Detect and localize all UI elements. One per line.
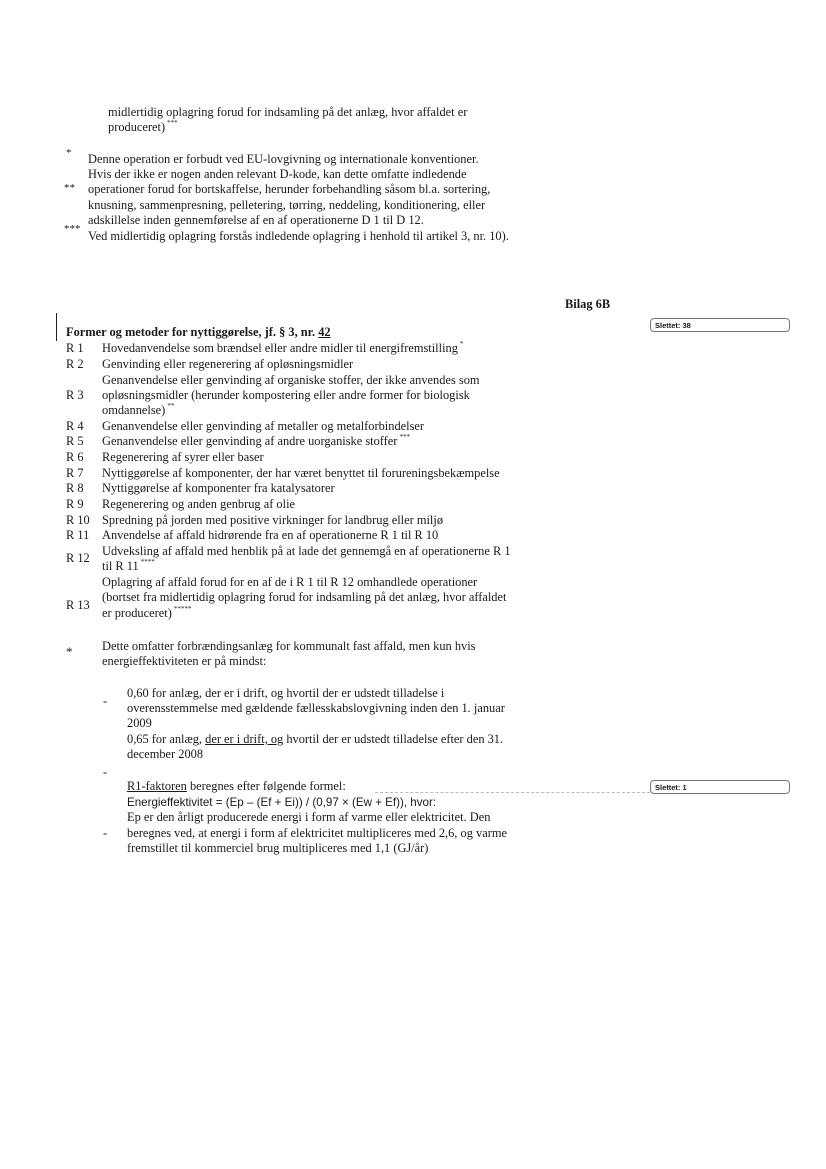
operation-description [102,450,264,466]
continuation-line-2 [108,120,178,136]
heading-ref: 42 [318,325,331,339]
operation-text: Spredning på jorden med positive virkninger for landbrug eller miljø [102,513,444,527]
annex-label: Bilag 6B [565,297,611,311]
operation-text: er produceret) [102,606,172,620]
item1-line: 2009 [127,716,152,730]
operation-description [102,357,353,373]
operation-code: R 11 [66,528,90,542]
operation-code: R 9 [66,497,84,511]
ep-line: beregnes ved, at energi i form af elektricitet multipliceres med 2,6, og varme [127,826,507,840]
operation-text: Anvendelse af affald hidrørende fra en af operationerne R 1 til R 10 [102,528,439,542]
operation-description [102,590,506,606]
list-dash: - [103,826,108,840]
operation-description [102,559,155,575]
section-heading [66,325,331,341]
operation-text: Nyttiggørelse af komponenter fra katalysatorer [102,481,335,495]
operation-code: R 12 [66,551,90,565]
footnote-marker: ** [167,401,175,410]
footnote-marker: ***** [173,604,192,613]
operation-text: Oplagring af affald forud for en af de i R 1 til R 12 omhandlede operationer [102,575,478,589]
heading-text: Former og metoder for nyttiggørelse, jf. § 3, nr. [66,325,319,339]
list-dash: - [103,765,108,779]
operation-text: Nyttiggørelse af komponenter, der har været benyttet til forureningsbekæmpelse [102,466,500,480]
continuation-line-1: midlertidig oplagring forud for indsamling på det anlæg, hvor affaldet er [108,105,468,119]
operation-text: Regenerering af syrer eller baser [102,450,264,464]
footnote-line: operationer forud for bortskaffelse, herunder forbehandling såsom bl.a. sortering, [88,182,491,196]
operation-code: R 5 [66,434,84,448]
operation-description [102,341,463,357]
operation-text: Udveksling af affald med henblik på at lade det gennemgå en af operationerne R 1 [102,544,511,558]
note-intro-line: Dette omfatter forbrændingsanlæg for kommunalt fast affald, men kun hvis [102,639,476,653]
operation-text: Genvinding eller regenerering af opløsningsmidler [102,357,354,371]
operation-description [102,528,438,544]
operation-description [102,434,410,450]
operation-text: Genanvendelse eller genvinding af andre uorganiske stoffer [102,434,398,448]
operation-description [102,606,191,622]
ep-line: Ep er den årligt producerede energi i form af varme eller elektricitet. Den [127,810,491,824]
operation-description [102,403,174,419]
operation-text: Hovedanvendelse som brændsel eller andre midler til energifremstilling [102,341,458,355]
operation-code: R 4 [66,419,84,433]
footnote-marker: * [459,339,464,348]
operation-code: R 13 [66,598,90,612]
operation-text: Genanvendelse eller genvinding af metaller og metalforbindelser [102,419,425,433]
r1-factor-text: beregnes efter følgende formel: [186,779,346,793]
operation-code: R 1 [66,341,84,355]
note-marker: * [66,644,73,659]
operation-text: opløsningsmidler (herunder kompostering eller andre former for biologisk [102,388,470,402]
item2-inserted-text: der er i drift, og [205,732,284,746]
footnote-line: Hvis der ikke er nogen anden relevant D-kode, kan dette omfatte indledende [88,167,467,181]
footnote-line: Ved midlertidig oplagring forstås indledende oplagring i henhold til artikel 3, nr. 10). [88,229,509,243]
footnote-marker: *** [399,432,410,441]
operation-description [102,466,500,482]
operation-code: R 7 [66,466,84,480]
operation-text: (bortset fra midlertidig oplagring forud for indsamling på det anlæg, hvor affaldet [102,590,507,604]
item2-line: december 2008 [127,747,204,761]
footnote-marker: **** [140,557,155,566]
operation-text: til R 11 [102,559,139,573]
item2-line [127,732,503,748]
operation-description [102,544,511,560]
ep-line: fremstillet til kommerciel brug multipliceres med 1,1 (GJ/år) [127,841,429,855]
note-intro-line: energieffektiviteten er på mindst: [102,654,267,668]
comment-leader [375,792,650,793]
item1-line: overensstemmelse med gældende fællesskabslovgivning inden den 1. januar [127,701,505,715]
operation-description [102,497,295,513]
footnote-marker-3: *** [64,223,81,235]
operation-text: Genanvendelse eller genvinding af organiske stoffer, der ikke anvendes som [102,373,480,387]
formula: Energieffektivitet = (Ep – (Ef + Ei)) / (0,97 × (Ew + Ef)), hvor: [127,796,437,809]
change-bar [56,313,57,341]
operation-code: R 8 [66,481,84,495]
footnote-marker-2: ** [64,182,75,194]
footnote-line: Denne operation er forbudt ved EU-lovgivning og internationale konventioner. [88,152,479,166]
operation-code: R 2 [66,357,84,371]
item2-text: hvortil der er udstedt tilladelse efter den 31. [283,732,504,746]
footnote-marker: *** [167,118,178,127]
operation-description [102,575,477,591]
footnote-line: knusning, sammenpresning, pelletering, tørring, neddeling, konditionering, eller [88,198,486,212]
operation-code: R 3 [66,388,84,402]
operation-text: omdannelse) [102,403,166,417]
operation-description [102,419,424,435]
deleted-comment-balloon[interactable]: Slettet: 1 [650,780,790,794]
comment-leader [380,333,650,334]
operation-code: R 6 [66,450,84,464]
footnote-marker-1: * [66,147,72,159]
deleted-comment-balloon[interactable]: Slettet: 38 [650,318,790,332]
r1-factor-line [127,779,346,795]
operation-text: Regenerering og anden genbrug af olie [102,497,296,511]
operation-description [102,481,335,497]
r1-factor-term: R1-faktoren [127,779,187,793]
list-dash: - [103,694,108,708]
operation-code: R 10 [66,513,90,527]
continuation-text: produceret) [108,120,166,134]
operation-description [102,388,470,404]
operation-description [102,373,480,389]
operation-description [102,513,443,529]
item2-text: 0,65 for anlæg, [127,732,206,746]
item1-line: 0,60 for anlæg, der er i drift, og hvortil der er udstedt tilladelse i [127,686,445,700]
footnote-line: adskillelse inden gennemførelse af en af operationerne D 1 til D 12. [88,213,424,227]
